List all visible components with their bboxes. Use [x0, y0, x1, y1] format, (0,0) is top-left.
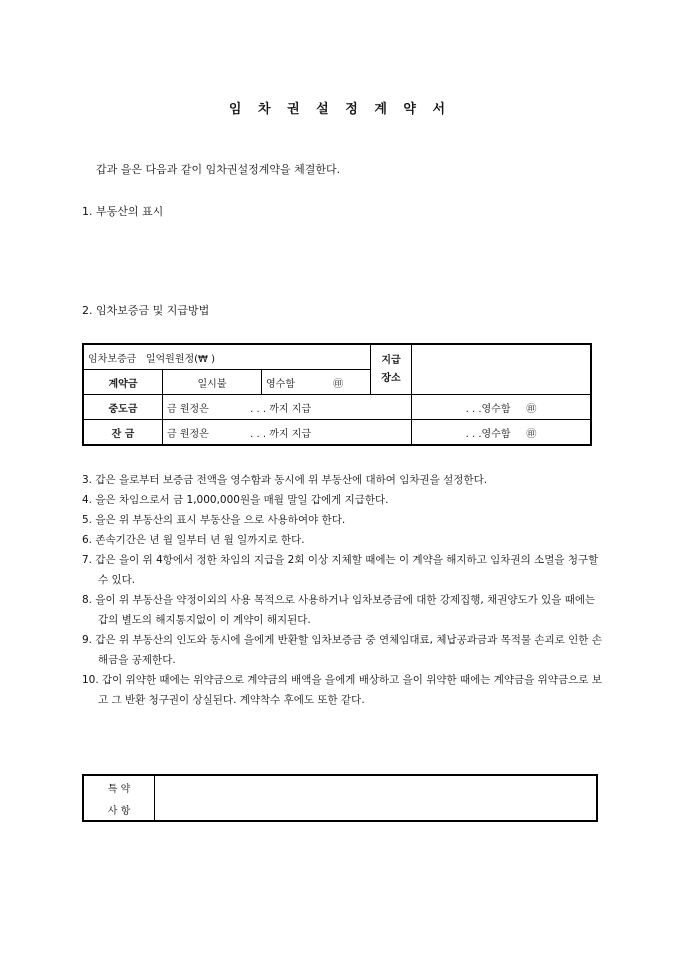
- contract-deposit-label: 계약금: [83, 370, 163, 395]
- deposit-table: [82, 343, 592, 446]
- balance-payment-label: 잔 금: [83, 420, 163, 446]
- lump-sum-text: 일시불: [163, 370, 262, 395]
- interim-amount: 금 원정은: [167, 403, 209, 415]
- balance-payment-terms: [163, 420, 412, 446]
- document-title: 임 차 권 설 정 계 약 서: [228, 102, 452, 117]
- terms-list: [82, 470, 602, 710]
- interim-date: . . .: [250, 403, 267, 415]
- term-item: 7. 갑은 을이 위 4항에서 정한 차임의 지급을 2회 이상 지체할 때에는 이 계약을 해지하고 임차권의 소멸을 청구할 수 있다.: [82, 554, 599, 586]
- balance-receipt: [412, 420, 592, 446]
- balance-date: . . .: [250, 428, 267, 440]
- interim-receipt: [412, 395, 592, 420]
- received-text: 영수함: [266, 378, 295, 390]
- term-item: 9. 갑은 위 부동산의 인도와 동시에 을에게 반환할 임차보증금 중 연체임대료, 체납공과금과 목적물 손괴로 인한 손해금을 공제한다.: [82, 634, 602, 666]
- term-item: 3. 갑은 을로부터 보증금 전액을 영수함과 동시에 위 부동산에 대하여 임차권을 설정한다.: [82, 474, 488, 486]
- seal-icon: ㊞: [333, 378, 344, 390]
- balance-receipt-date: . . .영수함: [465, 428, 511, 440]
- section-deposit: 2. 임차보증금 및 지급방법: [82, 304, 210, 317]
- term-item: 10. 갑이 위약한 때에는 위약금으로 계약금의 배액을 을에게 배상하고 을이 위약한 때에는 계약금을 위약금으로 보고 그 반환 청구권이 상실된다. 계약착수 후에도 또한 같다.: [82, 674, 602, 706]
- term-item: 6. 존속기간은 년 월 일부터 년 월 일까지로 한다.: [82, 534, 305, 546]
- seal-icon: ㊞: [526, 428, 537, 440]
- intro-text: 갑과 을은 다음과 같이 임차권설정계약을 체결한다.: [96, 163, 341, 176]
- special-terms-table: [82, 774, 598, 822]
- term-item: 8. 을이 위 부동산을 약정이외의 사용 목적으로 사용하거나 임차보증금에 대한 강제집행, 채권양도가 있을 때에는 갑의 별도의 해지통지없이 이 계약이 해지된다.: [82, 594, 596, 626]
- interim-receipt-date: . . .영수함: [465, 403, 511, 415]
- contract-receipt-cell: [262, 370, 371, 395]
- interim-until: 까지 지급: [269, 403, 312, 415]
- payment-place-label: 지급 장소: [371, 344, 412, 395]
- balance-until: 까지 지급: [269, 428, 312, 440]
- special-terms-label-1: 특 약: [83, 775, 155, 798]
- interim-payment-terms: [163, 395, 412, 420]
- deposit-label: 임차보증금: [88, 353, 137, 365]
- special-terms-content: [155, 775, 598, 821]
- balance-amount: 금 원정은: [167, 428, 209, 440]
- term-item: 4. 을은 차임으로서 금 1,000,000원을 매월 말일 갑에게 지급한다.: [82, 494, 389, 506]
- term-item: 5. 을은 위 부동산의 표시 부동산을 으로 사용하여야 한다.: [82, 514, 346, 526]
- seal-icon: ㊞: [526, 403, 537, 415]
- payment-place-value: [412, 344, 592, 395]
- deposit-amount-cell: [83, 344, 371, 370]
- section-property: 1. 부동산의 표시: [82, 205, 164, 218]
- interim-payment-label: 중도금: [83, 395, 163, 420]
- deposit-amount: 일억원원정(₩ ): [145, 353, 216, 365]
- special-terms-label-2: 사 항: [83, 798, 155, 821]
